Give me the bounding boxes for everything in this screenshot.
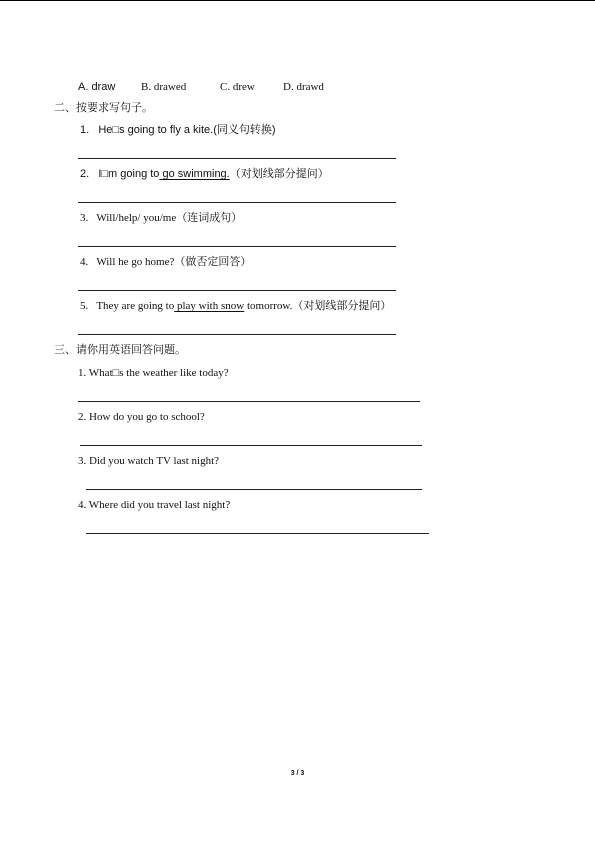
question-1: 1. What□s the weather like today? bbox=[78, 367, 229, 379]
section-2-item-3 bbox=[80, 212, 242, 225]
underlined-phrase: go swimming. bbox=[159, 168, 230, 180]
answer-line[interactable] bbox=[78, 202, 396, 203]
item-number: 2. bbox=[80, 168, 90, 180]
item-instruction: （对划线部分提问） bbox=[229, 168, 329, 180]
answer-line[interactable] bbox=[86, 489, 422, 490]
item-sentence-tail: tomorrow. bbox=[244, 300, 293, 312]
answer-line[interactable] bbox=[78, 334, 396, 335]
section-2-item-4 bbox=[80, 256, 251, 269]
option-d: D. drawd bbox=[283, 81, 324, 93]
answer-line[interactable] bbox=[80, 445, 422, 446]
option-c: C. drew bbox=[220, 81, 255, 93]
question-3: 3. Did you watch TV last night? bbox=[78, 455, 220, 467]
item-number: 1. bbox=[80, 124, 90, 136]
answer-line[interactable] bbox=[78, 246, 396, 247]
section-2-item-5 bbox=[80, 300, 391, 313]
section-3-heading: 三、请你用英语回答问题。 bbox=[54, 344, 186, 356]
item-sentence: Will he go home? bbox=[96, 256, 175, 268]
item-number: 3. bbox=[80, 212, 89, 224]
item-instruction: (同义句转换) bbox=[213, 124, 276, 136]
page-number: 3 / 3 bbox=[290, 770, 305, 777]
item-instruction: （做否定回答） bbox=[174, 256, 252, 268]
section-2-item-2 bbox=[80, 168, 329, 181]
item-sentence: Will/help/ you/me bbox=[96, 212, 177, 224]
answer-line[interactable] bbox=[78, 401, 420, 402]
item-sentence: He□s going to fly a kite. bbox=[98, 124, 214, 136]
underlined-phrase: play with snow bbox=[174, 300, 245, 312]
item-instruction: （对划线部分提问） bbox=[292, 300, 392, 312]
section-2-heading: 二、按要求写句子。 bbox=[54, 102, 153, 114]
item-instruction: （连词成句） bbox=[176, 212, 243, 224]
item-number: 4. bbox=[80, 256, 89, 268]
item-sentence: They are going to bbox=[96, 300, 175, 312]
item-sentence: I□m going to bbox=[98, 168, 160, 180]
answer-line[interactable] bbox=[78, 290, 396, 291]
top-border bbox=[0, 0, 595, 1]
option-a: A. draw bbox=[78, 81, 116, 93]
item-number: 5. bbox=[80, 300, 89, 312]
answer-line[interactable] bbox=[86, 533, 429, 534]
answer-line[interactable] bbox=[78, 158, 396, 159]
question-4: 4. Where did you travel last night? bbox=[78, 499, 231, 511]
question-2: 2. How do you go to school? bbox=[78, 411, 205, 423]
section-2-item-1 bbox=[80, 124, 276, 137]
option-b: B. drawed bbox=[141, 81, 187, 93]
